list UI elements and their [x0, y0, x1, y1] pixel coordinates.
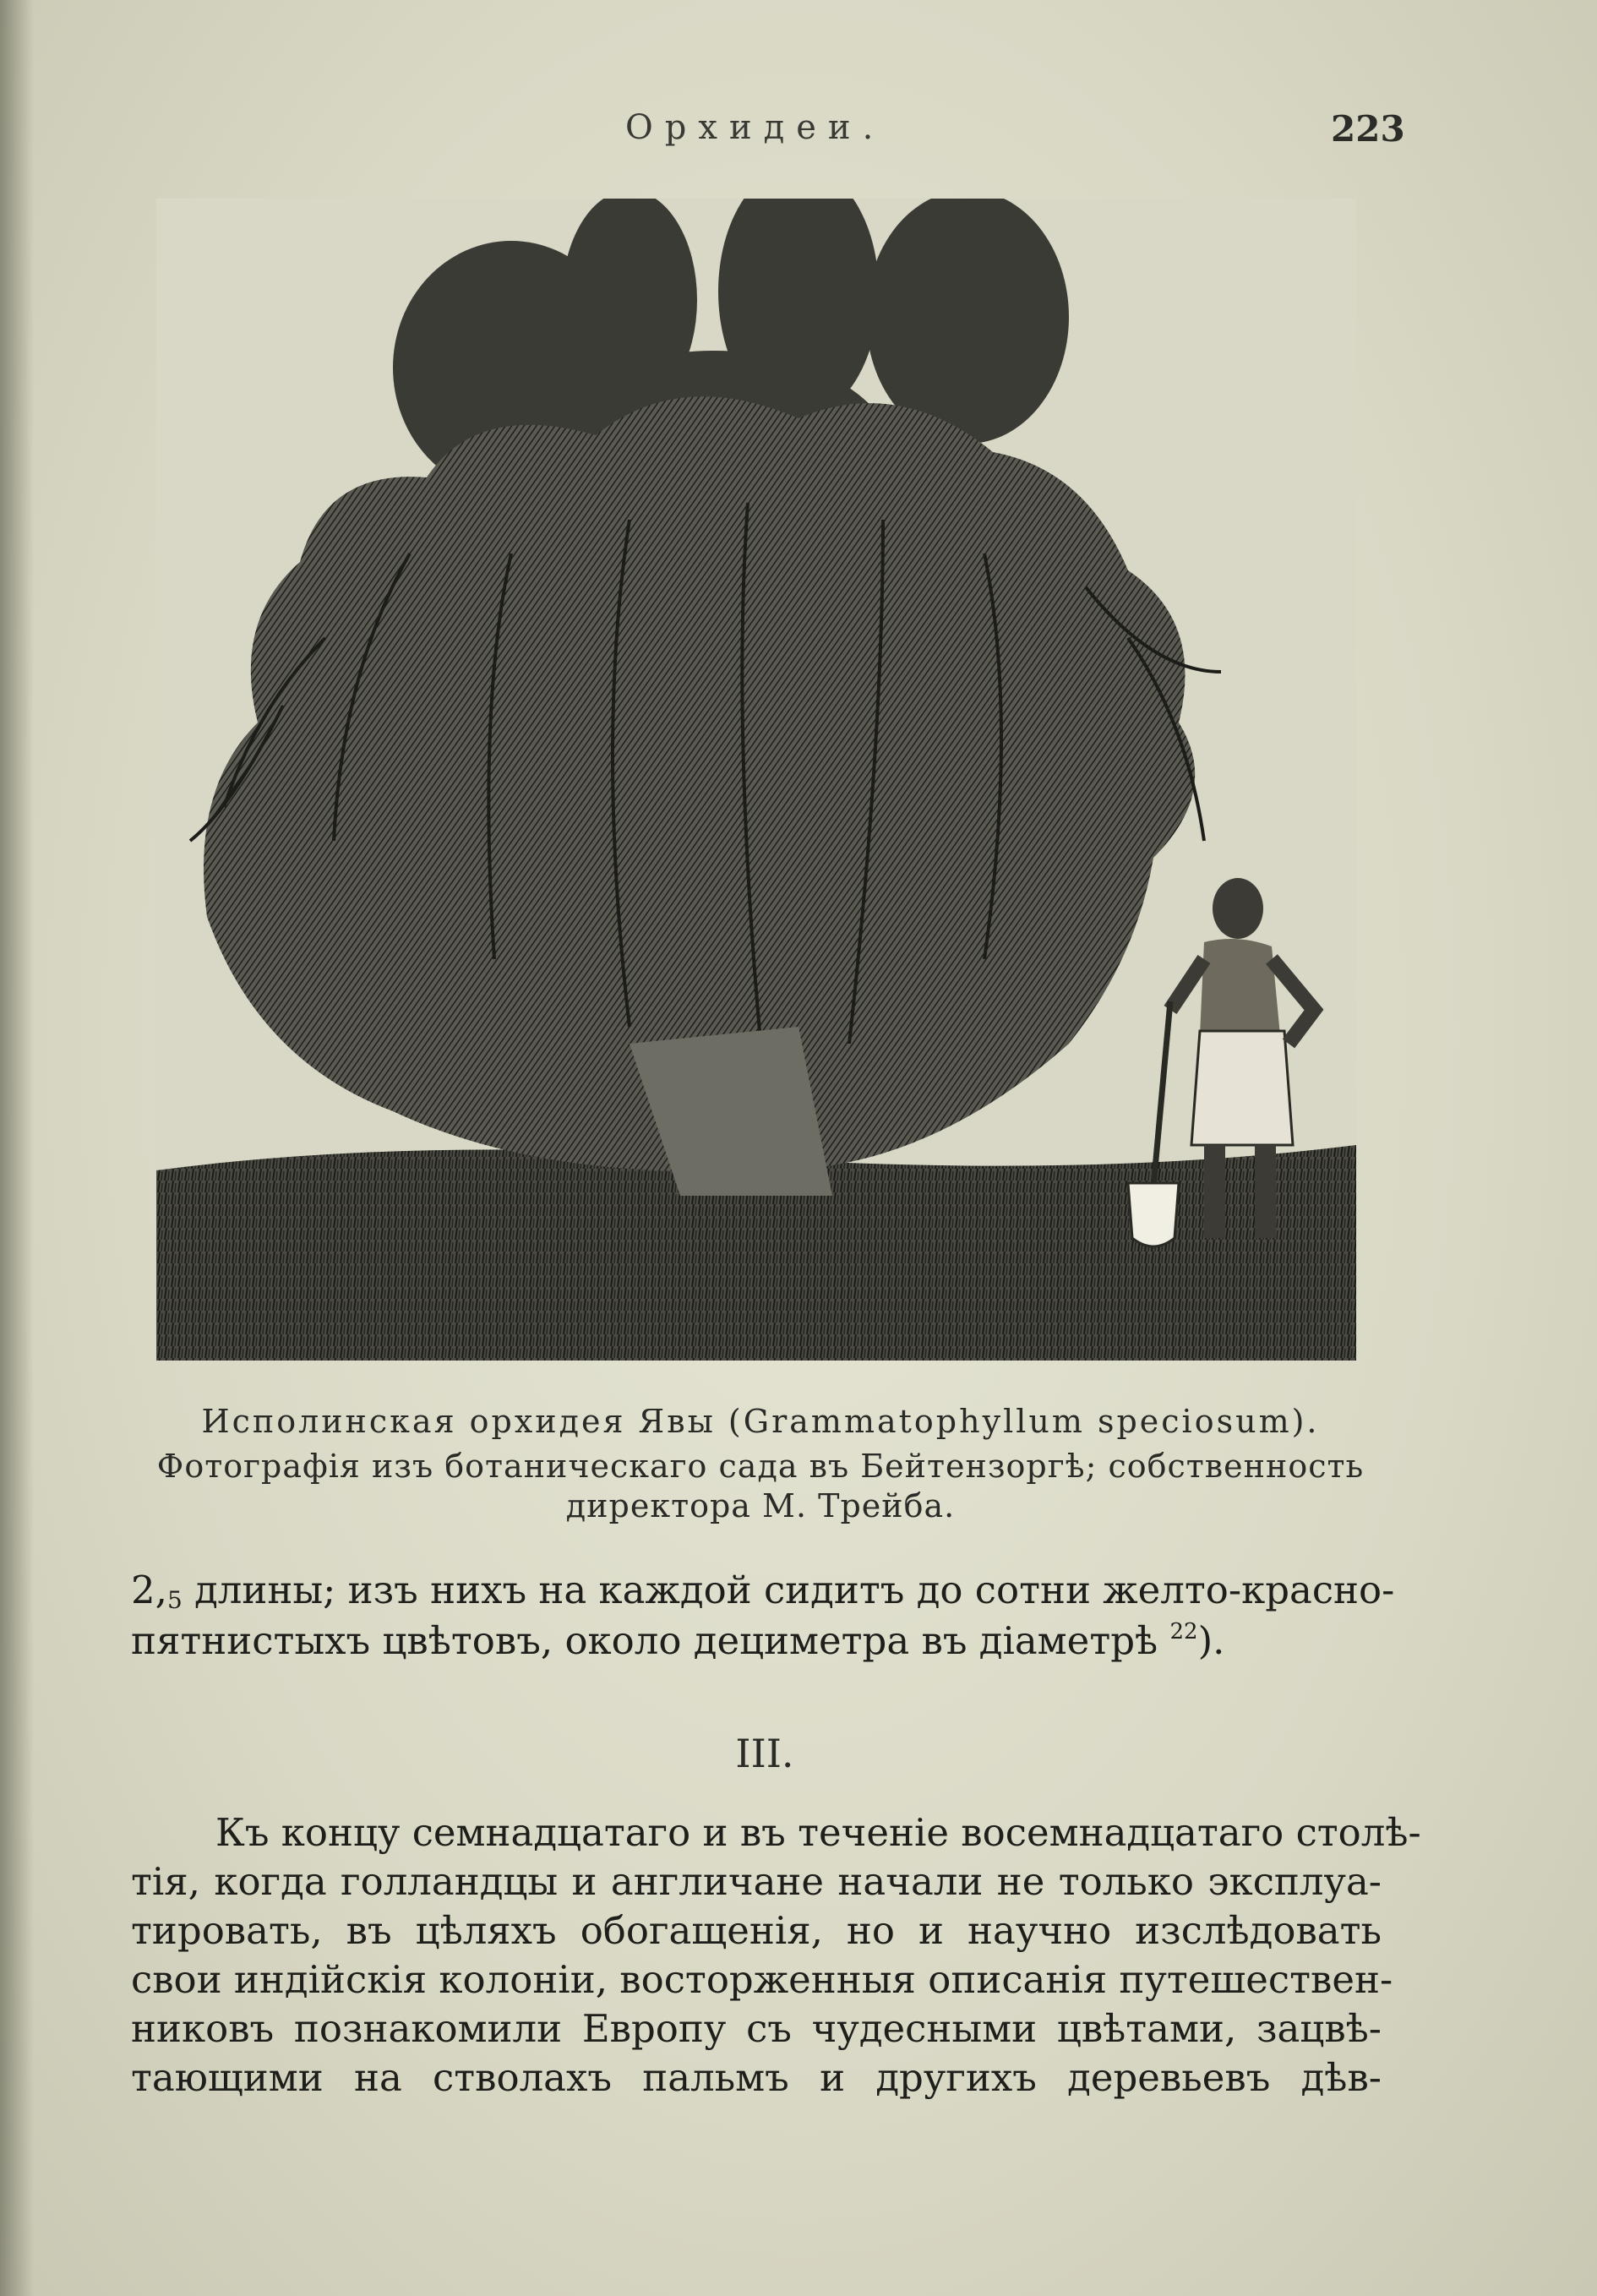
paragraph-line: Къ концу семнадцатаго и въ теченіе восемнадцатаго столѣ- [215, 1810, 1421, 1855]
figure-caption-source: Фотографія изъ ботаническаго сада въ Бейтензоргѣ; собственность [156, 1448, 1365, 1485]
running-title: Орхидеи. [625, 108, 886, 147]
text-fragment: пятнистыхъ цвѣтовъ, около дециметра въ діаметрѣ [131, 1618, 1170, 1663]
paragraph-line: тировать, въ цѣляхъ обогащенія, но и научно изслѣдовать [131, 1908, 1382, 1953]
footnote-marker: 22 [1169, 1619, 1198, 1644]
paragraph-line: тія, когда голландцы и англичане начали не только эксплуа- [131, 1859, 1382, 1904]
paragraph-line: тающими на стволахъ пальмъ и другихъ деревьевъ дѣв- [131, 2055, 1382, 2100]
figure-caption-title: Исполинская орхидея Явы (Grammatophyllum speciosum). [201, 1403, 1320, 1440]
figure-caption-owner: директора М. Трейба. [565, 1487, 956, 1524]
subscript-digit: 5 [166, 1586, 183, 1614]
text-fragment: 2, [131, 1568, 167, 1612]
text-fragment: ). [1197, 1618, 1225, 1663]
paragraph-line [131, 1618, 1382, 1663]
section-heading: III. [735, 1731, 794, 1776]
page-number: 223 [1331, 108, 1405, 150]
paragraph-line [131, 1568, 1395, 1614]
page-gutter-shadow [0, 0, 34, 2296]
orchid-engraving-illustration [156, 199, 1356, 1361]
text-fragment: длины; изъ нихъ на каждой сидитъ до сотни желто-красно- [182, 1568, 1395, 1612]
paragraph-line: никовъ познакомили Европу съ чудесными цвѣтами, зацвѣ- [131, 2006, 1382, 2051]
paragraph-line: свои индійскія колоніи, восторженныя описанія путешествен- [131, 1957, 1393, 2002]
